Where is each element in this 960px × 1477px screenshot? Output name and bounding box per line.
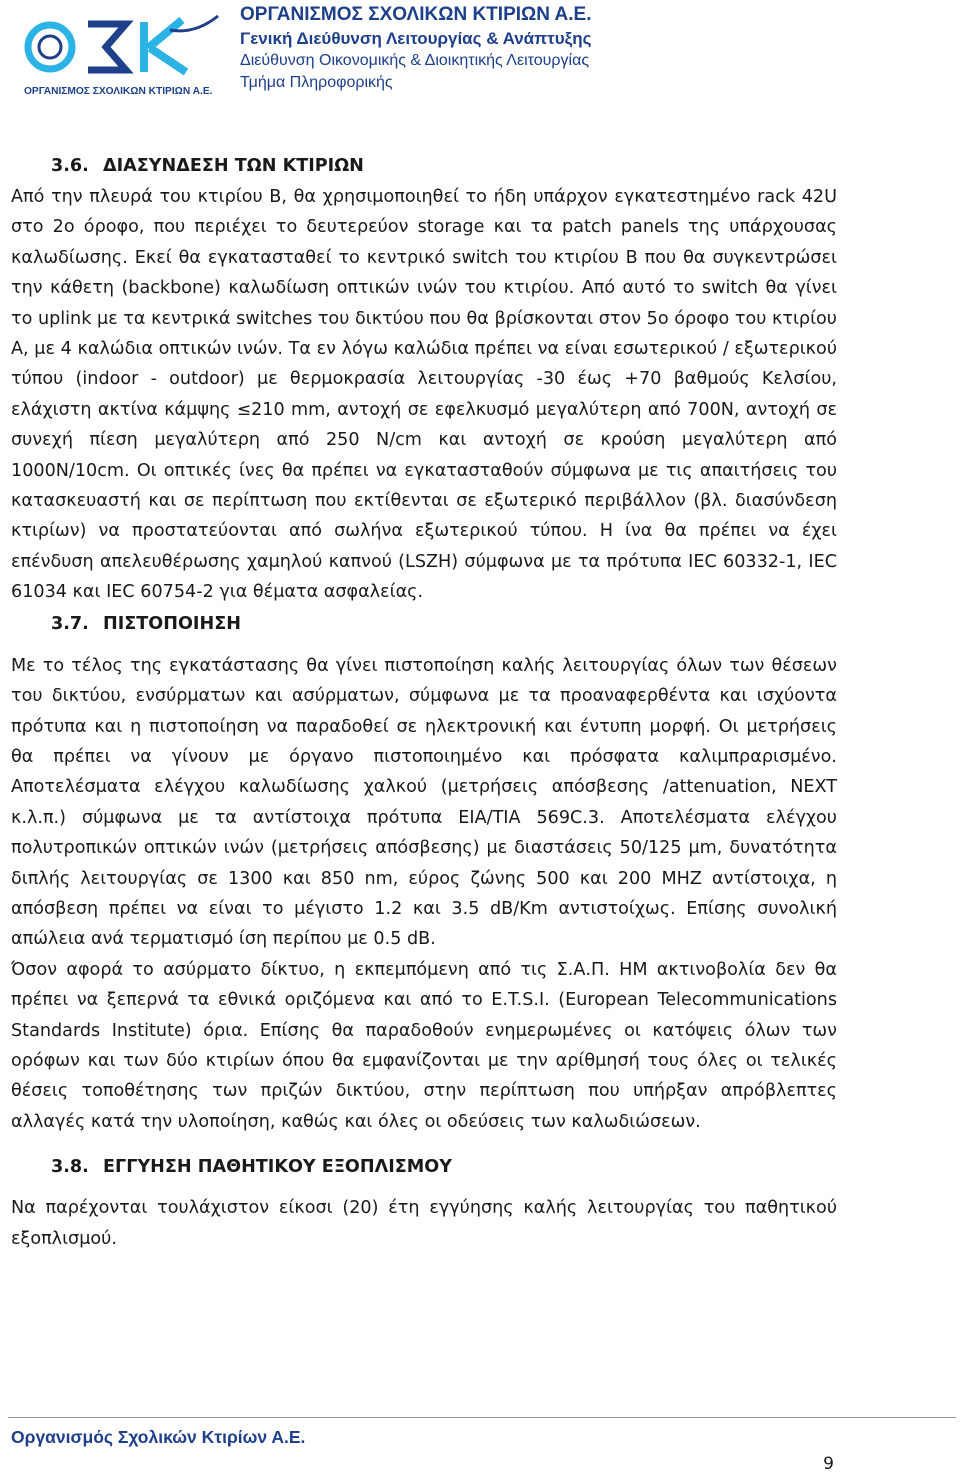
org-name: ΟΡΓΑΝΙΣΜΟΣ ΣΧΟΛΙΚΩΝ ΚΤΙΡΙΩΝ Α.Ε. [240, 4, 592, 25]
general-directorate: Γενική Διεύθυνση Λειτουργίας & Ανάπτυξης [240, 29, 592, 48]
directorate: Διεύθυνση Οικονομικής & Διοικητικής Λειτουργίας [240, 52, 590, 69]
paragraph-wireless: Όσον αφορά το ασύρματο δίκτυο, η εκπεμπόμενη από τις Σ.Α.Π. ΗΜ ακτινοβολία δεν θα πρέπει να ξεπερνά τα εθνικά οριζόμενα και από το Ε.T.S.I. (European Telecommunications Standards Institute) όρια. Επίσης θα παραδοθούν ενημερωμένες οι κατόψεις όλων των ορόφων και των δύο κτιρίων όπου θα εμφανίζονται με την αρίθμησή τους όλες οι τελικές θέσεις τοποθέτησης των πριζών δικτύου, στην περίπτωση που υπήρξαν απρόβλεπτες αλλαγές κατά την υλοποίηση, καθώς και όλες οι οδεύσεις των καλωδιώσεων. [11, 959, 837, 1132]
section-number: 3.7. [51, 613, 89, 634]
section-heading-3-7 [11, 608, 837, 640]
footer-org: Οργανισμός Σχολικών Κτιρίων Α.Ε. [11, 1427, 306, 1447]
header-text [240, 2, 592, 94]
section-number: 3.6. [51, 156, 89, 176]
page-header [0, 0, 960, 110]
footer-divider [8, 1417, 956, 1418]
section-title: ΔΙΑΣΥΝΔΕΣΗ ΤΩΝ ΚΤΙΡΙΩΝ [103, 156, 364, 176]
page-number: 9 [823, 1454, 834, 1474]
section-heading-3-8 [11, 1151, 837, 1183]
document-body [11, 150, 837, 1254]
paragraph-warranty: Να παρέχονται τουλάχιστον είκοσι (20) έτη εγγύησης καλής λειτουργίας του παθητικού εξοπλισμού. [11, 1198, 837, 1249]
section-number: 3.8. [51, 1157, 89, 1178]
section-title: ΕΓΓΥΗΣΗ ΠΑΘΗΤΙΚΟΥ ΕΞΟΠΛΙΣΜΟΥ [103, 1157, 452, 1178]
paragraph-certification: Με το τέλος της εγκατάστασης θα γίνει πιστοποίηση καλής λειτουργίας όλων των θέσεων του δικτύου, ενσύρματων και ασύρματων, σύμφωνα με τα προαναφερθέντα και ισχύοντα πρότυπα και η πιστοποίηση να παραδοθεί σε ηλεκτρονική και έντυπη μορφή. Οι μετρήσεις θα πρέπει να γίνουν με όργανο πιστοποιημένο και πρόσφατα καλιμπραρισμένο. Αποτελέσματα ελέγχου καλωδίωσης χαλκού (μετρήσεις απόσβεσης /attenuation, NEXT κ.λ.π.) σύμφωνα με τα αντίστοιχα πρότυπα EIA/TIA 569C.3. Αποτελέσματα ελέγχου πολυτροπικών οπτικών ινών (μετρήσεις απόσβεσης) με διαστάσεις 50/125 μm, δυνατότητα διπλής λειτουργίας σε 1300 και 850 nm, εύρος ζώνης 500 και 200 MHZ αντίστοιχα, η απόσβεση πρέπει να είναι το μέγιστο 1.2 και 3.5 dB/Km αντιστοίχως. Επίσης συνολική απώλεια ανά τερματισμό ίση περίπου με 0.5 dB. [11, 655, 837, 950]
paragraph-text: 210 mm, αντοχή σε εφελκυσμό μεγαλύτερη από 700N, αντοχή σε συνεχή πίεση μεγαλύτερη από 250 N/cm και αντοχή σε κρούση μεγαλύτερη από 1000N/10cm. Οι οπτικές ίνες θα πρέπει να εγκατασταθούν σύμφωνα με τις απαιτήσεις του κατασκευαστή και σε περίπτωση που εκτίθενται σε εξωτερικό περιβάλλον (βλ. διασύνδεση κτιρίων) να προστατεύονται από σωλήνα εξωτερικού τύπου. Η ίνα θα πρέπει να έχει επένδυση απελευθέρωσης χαμηλού καπνού (LSZH) σύμφωνα με τα πρότυπα IEC 60332-1, IEC 61034 και IEC 60754-2 για θέματα ασφαλείας. [11, 399, 837, 603]
paragraph-interconnection [11, 182, 837, 608]
section-heading-3-6 [11, 150, 837, 182]
section-title: ΠΙΣΤΟΠΟΙΗΣΗ [103, 613, 241, 634]
paragraph-text: Από την πλευρά του κτιρίου Β, θα χρησιμοποιηθεί το ήδη υπάρχον εγκατεστημένο rack 42U στο 2ο όροφο, που περιέχει το δευτερεύον storage και τα patch panels της υπάρχουσας καλωδίωσης. Εκεί θα εγκατασταθεί το κεντρικό switch του κτιρίου Β που θα συγκεντρώσει την κάθετη (backbone) καλωδίωση οπτικών ινών του κτιρίου. Από αυτό το switch θα γίνει το uplink με τα κεντρικά switches του δικτύου που θα βρίσκονται στον 5ο όροφο του κτιρίου Α, με 4 καλώδια οπτικών ινών. Τα εν λόγω καλώδια πρέπει να είναι εσωτερικού / εξωτερικού τύπου (indoor - outdoor) με θερμοκρασία λειτουργίας -30 έως +70 βαθμούς Κελσίου, ελάχιστη ακτίνα κάμψης [11, 187, 837, 420]
less-equal-symbol: ≤ [236, 399, 252, 420]
osk-logo [22, 10, 222, 100]
logo-caption: ΟΡΓΑΝΙΣΜΟΣ ΣΧΟΛΙΚΩΝ ΚΤΙΡΙΩΝ Α.Ε. [24, 86, 213, 97]
department: Τμήμα Πληροφορικής [240, 74, 393, 91]
